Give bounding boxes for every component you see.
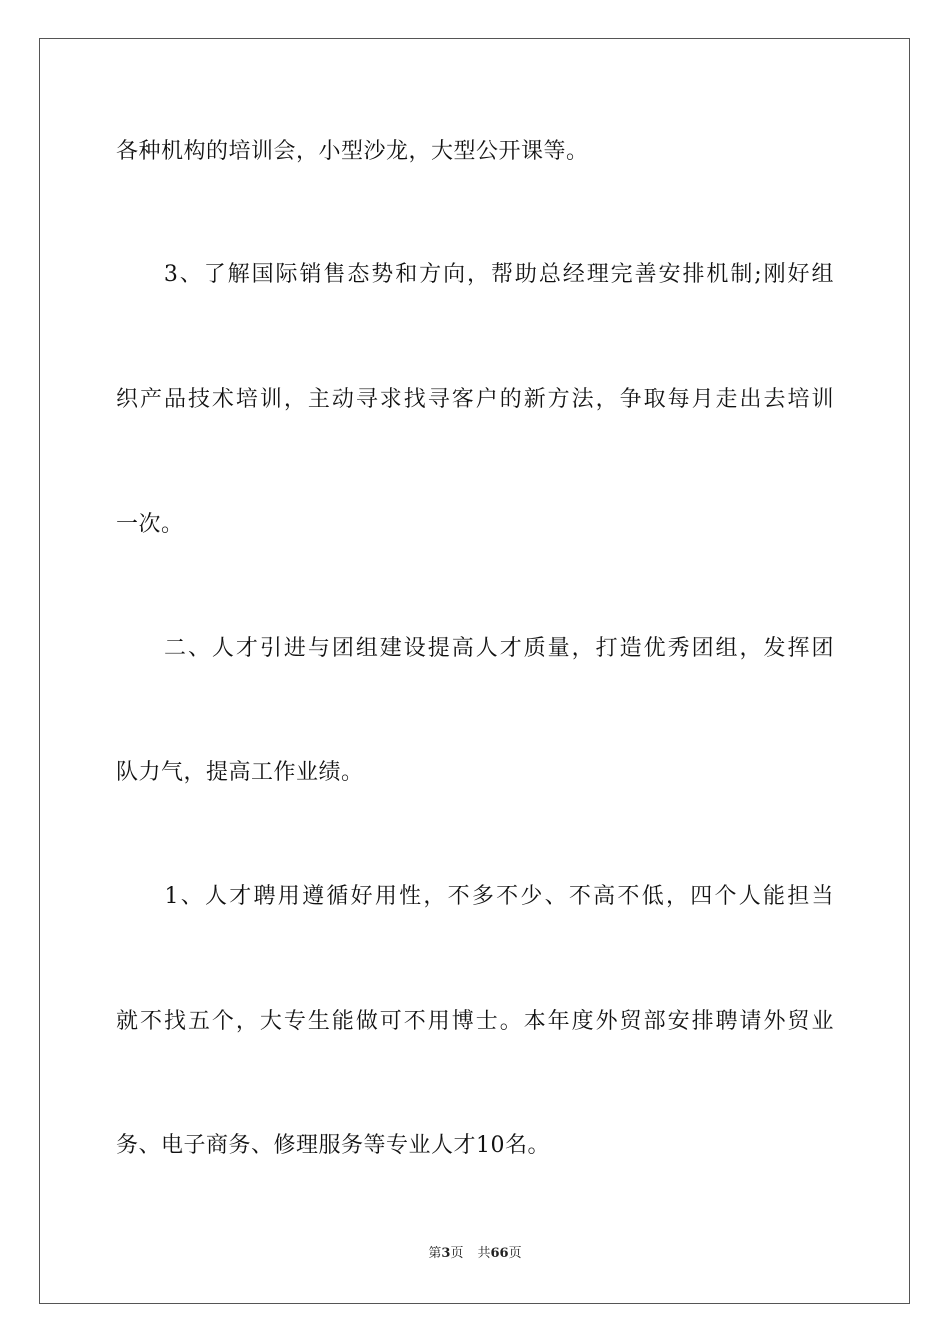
paragraph-line-4: 一次。 (116, 512, 184, 537)
total-suffix: 页 (508, 1246, 522, 1261)
page-prefix: 第 (428, 1246, 442, 1261)
page-number: 3 (441, 1246, 451, 1261)
page-border (39, 38, 910, 1304)
paragraph-line-9: 务、电子商务、修理服务等专业人才10名。 (116, 1133, 550, 1158)
total-pages: 66 (490, 1246, 509, 1261)
paragraph-line-1: 各种机构的培训会，小型沙龙，大型公开课等。 (116, 139, 589, 164)
page-suffix: 页 (450, 1246, 464, 1261)
total-prefix: 共 (477, 1246, 491, 1261)
page-footer (0, 1245, 950, 1263)
paragraph-line-7: 1、人才聘用遵循好用性，不多不少、不高不低，四个人能担当 (116, 884, 834, 909)
paragraph-line-2: 3、了解国际销售态势和方向，帮助总经理完善安排机制;刚好组 (116, 262, 834, 287)
paragraph-line-3: 织产品技术培训，主动寻求找寻客户的新方法，争取每月走出去培训 (116, 387, 834, 412)
paragraph-line-5: 二、人才引进与团组建设提高人才质量，打造优秀团组，发挥团 (116, 636, 834, 661)
paragraph-line-8: 就不找五个，大专生能做可不用博士。本年度外贸部安排聘请外贸业 (116, 1009, 834, 1034)
paragraph-line-6: 队力气，提高工作业绩。 (116, 760, 364, 785)
